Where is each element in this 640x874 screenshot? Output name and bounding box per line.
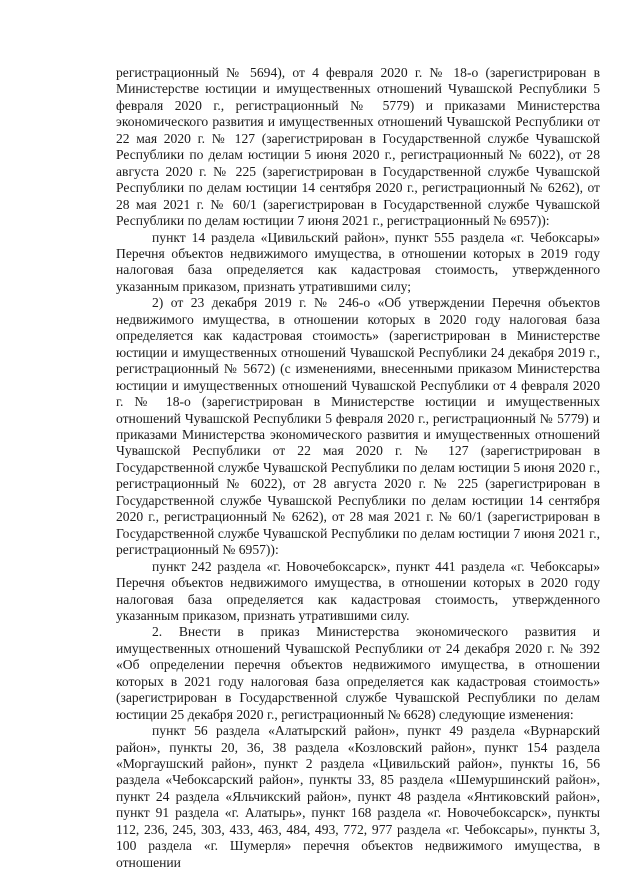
paragraph-2021-items-list: пункт 56 раздела «Алатырский район», пункт 49 раздела «Вурнарский район», пункты 20, 36, 38 раздела «Козловский район», пункт 154 раздела «Моргаушский район», пункт 2 раздела «Цивильский район», пункты 16, 56 раздела «Чебоксарский район», пункты 33, 85 раздела «Шемуршинский район», пункт 24 раздела «Яльчикский район», пункт 48 раздела «Янтиковский район», пункт 91 раздела «г. Алатырь», пункт 168 раздела «г. Новочебоксарск», пункты 112, 236, 245, 303, 433, 463, 484, 493, 772, 977 раздела «г. Чебоксары», пункты 3, 100 раздела «г. Шумерля» перечня объектов недвижимого имущества, в отношении [116, 723, 600, 870]
paragraph-order-246-o: 2) от 23 декабря 2019 г. № 246-о «Об утверждении Перечня объектов недвижимого имущества, в отношении которых в 2020 году налоговая база определяется как кадастровая стоимость» (зарегистрирован в Министерстве юстиции и имущественных отношений Чувашской Республики 24 декабря 2019 г., регистрационный № 5672) (с изменениями, внесенными приказом Министерства юстиции и имущественных отношений Чувашской Республики от 4 февраля 2020 г. № 18-о (зарегистрирован в Министерстве юстиции и имущественных отношений Чувашской Республики 5 февраля 2020 г., регистрационный № 5779) и приказами Министерства экономического развития и имущественных отношений Чувашской Республики от 22 мая 2020 г. № 127 (зарегистрирован в Государственной службе Чувашской Республики по делам юстиции 5 июня 2020 г., регистрационный № 6022), от 28 августа 2020 г. № 225 (зарегистрирован в Государственной службе Чувашской Республики по делам юстиции 14 сентября 2020 г., регистрационный № 6262), от 28 мая 2021 г. № 60/1 (зарегистрирован в Государственной службе Чувашской Республики по делам юстиции 7 июня 2021 г., регистрационный № 6957)): [116, 295, 600, 558]
paragraph-2019-items-void: пункт 14 раздела «Цивильский район», пункт 555 раздела «г. Чебоксары» Перечня объектов недвижимого имущества, в отношении которых в 2019 году налоговая база определяется как кадастровая стоимость, утвержденного указанным приказом, признать утратившими силу; [116, 229, 600, 294]
paragraph-amendments-list-continuation: регистрационный № 5694), от 4 февраля 2020 г. № 18-о (зарегистрирован в Министерстве юстиции и имущественных отношений Чувашской Республики 5 февраля 2020 г., регистрационный № 5779) и приказами Министерства экономического развития и имущественных отношений Чувашской Республики от 22 мая 2020 г. № 127 (зарегистрирован в Государственной службе Чувашской Республики по делам юстиции 5 июня 2020 г., регистрационный № 6022), от 28 августа 2020 г. № 225 (зарегистрирован в Государственной службе Чувашской Республики по делам юстиции 14 сентября 2020 г., регистрационный № 6262), от 28 мая 2021 г. № 60/1 (зарегистрирован в Государственной службе Чувашской Республики по делам юстиции 7 июня 2021 г., регистрационный № 6957)): [116, 65, 600, 229]
paragraph-2020-items-void: пункт 242 раздела «г. Новочебоксарск», пункт 441 раздела «г. Чебоксары» Перечня объектов недвижимого имущества, в отношении которых в 2020 году налоговая база определяется как кадастровая стоимость, утвержденного указанным приказом, признать утратившими силу. [116, 558, 600, 623]
paragraph-section-2-order-392: 2. Внести в приказ Министерства экономического развития и имущественных отношений Чувашской Республики от 24 декабря 2020 г. № 392 «Об определении перечня объектов недвижимого имущества, в отношении которых в 2021 году налоговая база определяется как кадастровая стоимость» (зарегистрирован в Государственной службе Чувашской Республики по делам юстиции 25 декабря 2020 г., регистрационный № 6628) следующие изменения: [116, 624, 600, 722]
document-page [116, 65, 600, 871]
